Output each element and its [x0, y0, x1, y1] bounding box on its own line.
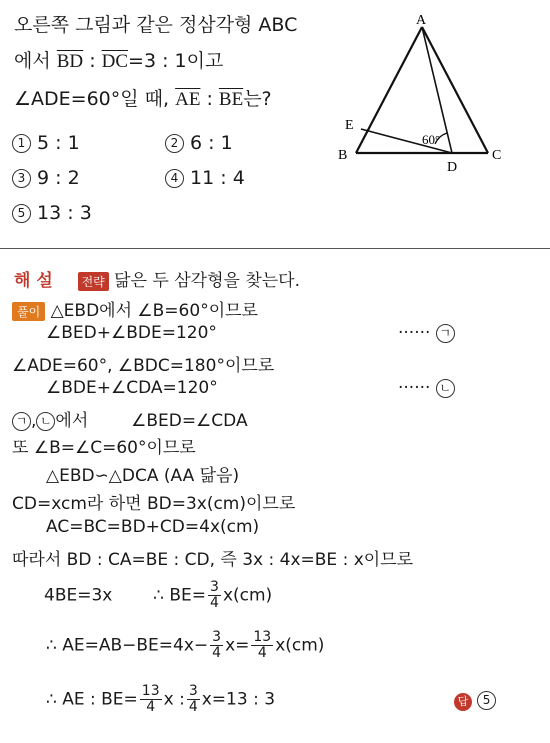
sol-line-13 — [46, 684, 275, 715]
fraction-3-4 — [210, 630, 223, 661]
divider — [0, 248, 550, 249]
strategy-tag: 전략 — [78, 272, 109, 291]
q3-pre: ∠ADE=60°일 때, — [14, 88, 176, 110]
option-4[interactable] — [165, 167, 245, 189]
option-text: 11 : 4 — [190, 167, 245, 189]
option-number: 5 — [12, 204, 31, 223]
sol-mark-2 — [398, 378, 455, 398]
sol-l11-c: x(cm) — [222, 585, 273, 606]
answer — [454, 690, 496, 711]
angle-label: 60° — [422, 132, 441, 147]
sol-l5-text: 에서 — [55, 411, 89, 431]
segment-dc: $\overline{DC}$ — [101, 51, 129, 72]
fraction-13-4 — [251, 630, 273, 661]
label-a: A — [416, 13, 427, 28]
label-b: B — [338, 148, 348, 163]
mark-nieun: ㄴ — [436, 379, 455, 398]
frac-den: 4 — [210, 595, 219, 611]
option-1[interactable] — [12, 132, 80, 154]
sol-line-7: △EBD∽△DCA (AA 닮음) — [46, 466, 240, 486]
sol-line-8: CD=xcm라 하면 BD=3x(cm)이므로 — [12, 494, 296, 514]
mark-giyeok: ㄱ — [12, 412, 31, 431]
question-line-3 — [14, 84, 272, 111]
label-d: D — [447, 160, 458, 175]
option-text: 6 : 1 — [190, 132, 233, 154]
label-e: E — [345, 118, 354, 133]
frac-num: 13 — [253, 629, 272, 645]
option-text: 9 : 2 — [37, 167, 80, 189]
sol-l11-b: ∴ BE= — [153, 585, 207, 606]
sol-line-12 — [46, 630, 324, 661]
option-3[interactable] — [12, 167, 80, 189]
fraction-3-4 — [187, 684, 200, 715]
sol-line-3: ∠ADE=60°, ∠BDC=180°이므로 — [12, 356, 275, 376]
option-5[interactable] — [12, 202, 92, 224]
sol-l1-text: △EBD에서 ∠B=60°이므로 — [50, 301, 258, 321]
solution-tag: 풀이 — [12, 302, 45, 321]
option-number: 2 — [165, 134, 184, 153]
frac-num: 3 — [210, 579, 219, 595]
option-text: 13 : 3 — [37, 202, 92, 224]
frac-den: 4 — [212, 645, 222, 661]
sol-l12-c: x(cm) — [275, 635, 325, 656]
frac-num: 3 — [188, 683, 198, 699]
sol-line-2: ∠BED+∠BDE=120° — [46, 323, 217, 343]
sol-l13-c: x=13 : 3 — [201, 689, 276, 710]
sol-mark-1 — [398, 323, 455, 343]
sol-line-5: ㄱ , ㄴ 에서 ∠BED=∠CDA — [12, 406, 248, 431]
option-number: 1 — [12, 134, 31, 153]
sol-line-9: AC=BC=BD+CD=4x(cm) — [46, 517, 260, 537]
segment-bd: $\overline{BD}$ — [56, 51, 84, 72]
question-line-1: 오른쪽 그림과 같은 정삼각형 ABC — [14, 14, 298, 36]
option-number: 3 — [12, 169, 31, 188]
q2-mid: : — [83, 50, 102, 72]
strategy-text: 닮은 두 삼각형을 찾는다. — [114, 271, 301, 291]
sol-l13-b: x : — [163, 689, 185, 710]
label-c: C — [492, 148, 502, 163]
segment-be: $\overline{BE}$ — [218, 89, 244, 110]
q2-pre: 에서 — [14, 50, 57, 72]
frac-den: 4 — [188, 699, 198, 715]
segment-ae: $\overline{AE}$ — [175, 89, 201, 110]
sol-line-6: 또 ∠B=∠C=60°이므로 — [12, 438, 196, 458]
answer-tag: 답 — [454, 693, 472, 711]
frac-num: 13 — [141, 683, 160, 699]
frac-num: 3 — [212, 629, 222, 645]
sol-l13-a: ∴ AE : BE= — [46, 689, 138, 710]
question-line-2 — [14, 46, 223, 73]
answer-number: 5 — [477, 691, 496, 710]
frac-den: 4 — [257, 645, 267, 661]
sol-l12-b: x= — [225, 635, 250, 656]
fraction-13-4 — [140, 684, 162, 715]
side-ab — [356, 27, 422, 153]
frac-den: 4 — [146, 699, 156, 715]
option-number: 4 — [165, 169, 184, 188]
dots: ······ — [398, 378, 431, 398]
mark-nieun: ㄴ — [36, 412, 55, 431]
mark-giyeok: ㄱ — [436, 324, 455, 343]
sol-l12-a: ∴ AE=AB−BE=4x− — [46, 635, 209, 656]
fraction-3-4 — [208, 580, 221, 611]
q3-post: 는? — [243, 88, 272, 110]
sol-line-11 — [44, 580, 272, 611]
option-text: 5 : 1 — [37, 132, 80, 154]
header-label: 해 설 — [14, 271, 53, 291]
sol-line-10: 따라서 BD : CA=BE : CD, 즉 3x : 4x=BE : x이므로 — [12, 550, 414, 570]
sol-line-4: ∠BDE+∠CDA=120° — [46, 378, 218, 398]
sol-l11-a: 4BE=3x — [44, 585, 113, 606]
q2-post: =3 : 1이고 — [128, 50, 224, 72]
option-2[interactable] — [165, 132, 233, 154]
dots: ······ — [398, 323, 431, 343]
q3-mid: : — [200, 88, 219, 110]
sol-l5-eq: ∠BED=∠CDA — [131, 411, 248, 431]
sol-line-1 — [12, 296, 258, 321]
solution-header — [14, 266, 300, 291]
triangle-figure — [320, 10, 520, 180]
